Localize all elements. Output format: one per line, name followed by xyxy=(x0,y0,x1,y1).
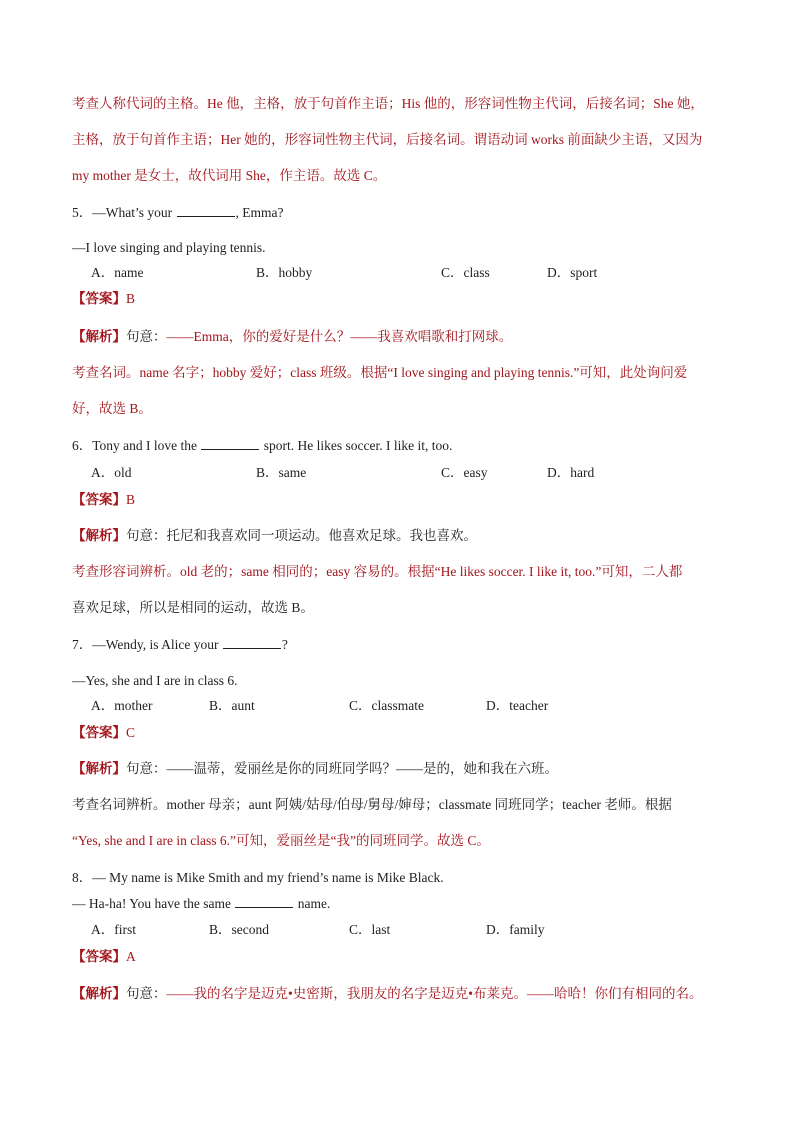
q4-analysis-line1: 考查人称代词的主格。He 他，主格，放于句首作主语；His 他的，形容词性物主代词，后接名词；She 她， xyxy=(72,96,704,111)
q5-answer-tag: 【答案】 xyxy=(72,291,126,306)
q6-stem-post: sport. He likes soccer. I like it, too. xyxy=(263,438,453,453)
q8-option-b: B．second xyxy=(209,922,269,937)
q7-option-d: D．teacher xyxy=(486,698,549,713)
q5-option-a: A．name xyxy=(91,265,144,280)
q8-analysis-tag: 【解析】 xyxy=(72,986,126,1001)
q5-stem-pre: 5．—What’s your xyxy=(72,205,173,220)
q6-answer xyxy=(72,491,732,509)
q7-answer xyxy=(72,724,732,742)
q8-option-a: A．first xyxy=(91,922,136,937)
q8-analysis xyxy=(72,985,732,1003)
q4-analysis-line2: 主格，放于句首作主语；Her 她的，形容词性物主代词，后接名词。谓语动词 works 前面缺少主语，又因为 xyxy=(72,132,703,147)
q7-stem xyxy=(72,636,732,654)
q5-analysis-tag: 【解析】 xyxy=(72,329,126,344)
q6-answer-tag: 【答案】 xyxy=(72,492,126,507)
q5-analysis-line3: 好，故选 B。 xyxy=(72,401,152,416)
q5-analysis xyxy=(72,328,732,346)
q8-answer-tag: 【答案】 xyxy=(72,949,126,964)
q7-analysis-line2: 考查名词辨析。mother 母亲；aunt 阿姨/姑母/伯母/舅母/婶母；classmate 同班同学；teacher 老师。根据 xyxy=(72,797,672,812)
q7-stem-post: ? xyxy=(281,637,288,652)
q8-stem: 8．— My name is Mike Smith and my friend’s name is Mike Black. xyxy=(72,870,444,885)
q7-option-c: C．classmate xyxy=(349,698,424,713)
q5-analysis-prefix: 句意： xyxy=(126,329,167,344)
q6-analysis-line2: 考查形容词辨析。old 老的；same 相同的；easy 容易的。根据“He likes soccer. I like it, too.”可知，二人都 xyxy=(72,564,683,579)
q8-answer-value: A xyxy=(126,949,136,964)
q8-analysis-prefix: 句意： xyxy=(126,986,167,1001)
q7-blank xyxy=(223,636,281,649)
q5-answer-value: B xyxy=(126,291,136,306)
q5-stem xyxy=(72,204,732,222)
q7-answer-value: C xyxy=(126,725,136,740)
q8-analysis-line1: ——我的名字是迈克•史密斯，我朋友的名字是迈克•布莱克。——哈哈！你们有相同的名。 xyxy=(166,986,703,1001)
q6-option-d: D．hard xyxy=(547,465,595,480)
q7-option-a: A．mother xyxy=(91,698,153,713)
q5-analysis-line1: ——Emma，你的爱好是什么？——我喜欢唱歌和打网球。 xyxy=(166,329,513,344)
q7-analysis-tag: 【解析】 xyxy=(72,761,126,776)
q6-stem-pre: 6．Tony and I love the xyxy=(72,438,198,453)
q8-blank xyxy=(235,895,293,908)
q8-answer xyxy=(72,948,732,966)
q6-option-b: B．same xyxy=(256,465,307,480)
q5-reply: —I love singing and playing tennis. xyxy=(72,240,266,255)
q6-blank xyxy=(201,437,259,450)
q7-stem-pre: 7．—Wendy, is Alice your xyxy=(72,637,219,652)
q6-analysis-tag: 【解析】 xyxy=(72,528,126,543)
q8-reply-post: name. xyxy=(297,896,331,911)
q6-option-c: C．easy xyxy=(441,465,488,480)
q5-analysis-line2: 考查名词。name 名字；hobby 爱好；class 班级。根据“I love singing and playing tennis.”可知，此处询问爱 xyxy=(72,365,688,380)
q7-analysis-prefix: 句意： xyxy=(126,761,167,776)
q6-answer-value: B xyxy=(126,492,136,507)
q7-analysis-line3: “Yes, she and I are in class 6.”可知，爱丽丝是“我”的同班同学。故选 C。 xyxy=(72,833,490,848)
q8-option-d: D．family xyxy=(486,922,545,937)
q8-reply-pre: — Ha-ha! You have the same xyxy=(72,896,231,911)
q7-analysis xyxy=(72,760,732,778)
q5-option-c: C．class xyxy=(441,265,490,280)
q6-analysis xyxy=(72,527,732,545)
q8-reply xyxy=(72,895,732,913)
q5-option-d: D．sport xyxy=(547,265,598,280)
q6-stem xyxy=(72,437,732,455)
q5-option-b: B．hobby xyxy=(256,265,313,280)
q8-option-c: C．last xyxy=(349,922,391,937)
q7-answer-tag: 【答案】 xyxy=(72,725,126,740)
q7-reply: —Yes, she and I are in class 6. xyxy=(72,673,238,688)
q6-analysis-line1: 句意：托尼和我喜欢同一项运动。他喜欢足球。我也喜欢。 xyxy=(126,528,477,543)
q5-answer xyxy=(72,290,732,308)
q7-option-b: B．aunt xyxy=(209,698,255,713)
q7-analysis-line1: ——温蒂，爱丽丝是你的同班同学吗？——是的，她和我在六班。 xyxy=(166,761,558,776)
q5-stem-post: , Emma? xyxy=(235,205,284,220)
q5-blank xyxy=(177,204,235,217)
q6-option-a: A．old xyxy=(91,465,132,480)
q6-analysis-line3: 喜欢足球，所以是相同的运动，故选 B。 xyxy=(72,600,314,615)
q4-analysis-line3: my mother 是女士，故代词用 She，作主语。故选 C。 xyxy=(72,168,387,183)
